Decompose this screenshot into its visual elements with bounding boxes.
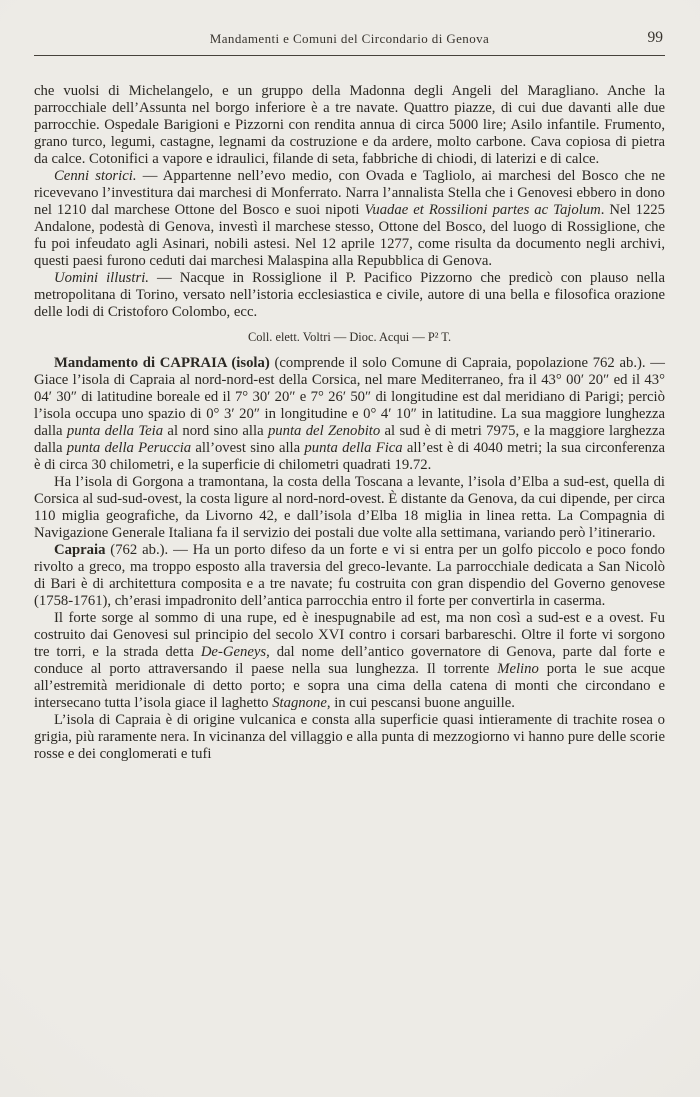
text-run: , dal nome dell’antico governatore di Genova, parte dal forte e conduce al porto attraversando il paese nella sua lunghezza. Il torrente	[34, 644, 665, 677]
text-run: Vuadae et Rossilioni partes ac Tajolum	[364, 202, 601, 218]
text-run: punta della Peruccia	[66, 440, 192, 456]
text-run: Il forte sorge al sommo di una rupe, ed è inespugnabile ad est, ma non così a sud-est e a ovest. Fu costruito dai Genovesi sul principio del secolo XVI contro i corsari barbareschi. Oltre il forte vi sorgono tre torri, e la strada detta	[34, 610, 665, 660]
text-run: — Appartenne nell’evo medio, con Ovada e Tagliolo, ai marchesi del Bosco che ne ricevevano l’investitura dai marchesi di Monferrato. Narra l’annalista Stella che i Genovesi ebbero in dono nel 1210 dal marchese Ottone del Bosco e suoi nipoti	[34, 168, 665, 218]
text-run: al nord sino alla	[163, 423, 268, 439]
text-run: all’ovest sino alla	[191, 440, 305, 456]
header-rule	[34, 55, 665, 56]
text-run: — Nacque in Rossiglione il P. Pacifico Pizzorno che predicò con plauso nella metropolitana di Torino, versato nell’istoria ecclesiastica e civile, autore di una bella e filosofica orazione delle lodi di Cristoforo Colombo, ecc.	[34, 270, 665, 320]
text-run: punta della Fica	[304, 440, 403, 456]
paragraph-geologia	[34, 712, 665, 763]
text-run: Uomini illustri.	[54, 270, 149, 286]
text-run: Mandamento di CAPRAIA (isola)	[54, 355, 270, 371]
text-run: Stagnone	[272, 695, 327, 711]
page-number: 99	[647, 29, 663, 46]
text-run: De-Geneys	[200, 644, 267, 660]
text-run: , in cui pescansi buone anguille.	[326, 695, 515, 711]
text-run: . Nel 1225 Andalone, podestà di Genova, investì il marchese stesso, Ottone del Bosco, del luogo di Rossiglione, che fu poi infeudato agli Asinari, nobili astesi. Nel 12 aprile 1277, come risulta da documento negli archivi, questi paesi furono ceduti dai marchesi Malaspina alla Repubblica di Genova.	[34, 202, 665, 269]
paragraph-capraia-comune	[34, 542, 665, 610]
text-run: Capraia	[54, 542, 106, 558]
page-header	[34, 31, 665, 50]
running-title: Mandamenti e Comuni del Circondario di Genova	[209, 31, 490, 46]
electoral-note	[34, 330, 665, 345]
text-run: Cenni storici.	[54, 168, 137, 184]
paragraph-posizione	[34, 474, 665, 542]
page-body	[34, 83, 665, 763]
text-run: Ha l’isola di Gorgona a tramontana, la costa della Toscana a levante, l’isola d’Elba a sud-est, quella di Corsica al sud-sud-ovest, la costa ligure al nord-nord-ovest. È distante da Genova, da cui dipende, per circa 110 miglia geografiche, da Livorno 42, e dall’isola d’Elba 18 miglia in linea retta. La Compagnia di Navigazione Generale Italiana fa il servizio dei postali due volte alla settimana, variando però l’itinerario.	[34, 474, 665, 541]
text-run: Melino	[497, 661, 539, 677]
text-run: al sud è di metri 7975, e la maggiore larghezza dalla	[34, 423, 666, 456]
text-run: (comprende il solo Comune di Capraia, popolazione 762 ab.). — Giace l’isola di Capraia al nord-nord-est della Corsica, nel mare Mediterraneo, fra il 43° 00′ 20″ ed il 43° 04′ 30″ di latitudine boreale ed il 7° 30′ 20″ e 7° 26′ 50″ di longitudine est dal meridiano di Parigi; perciò l’isola occupa uno spazio di 0° 3′ 20″ in longitudine e 0° 4′ 10″ in latitudine. La sua maggiore lunghezza dalla	[34, 355, 665, 439]
text-run: Coll. elett. Voltri — Dioc. Acqui — P² T.	[247, 330, 452, 344]
text-run: che vuolsi di Michelangelo, e un gruppo della Madonna degli Angeli del Maragliano. Anche la parrocchiale dell’Assunta nel borgo inferiore è a tre navate. Quattro piazze, di cui due davanti alle due parrocchie. Ospedale Barigioni e Pizzorni con rendita annua di circa 5000 lire; Asilo infantile. Frumento, grano turco, legumi, castagne, legnami da costruzione e da ardere, molto carbone. Cava copiosa di pietra da calce. Cotonifici a vapore e idraulici, filande di seta, fabbriche di chiodi, di laterizi e di calce.	[34, 83, 665, 167]
text-run: punta della Teia	[66, 423, 164, 439]
text-run: punta del Zenobito	[267, 423, 381, 439]
text-run: porta le sue acque all’estremità meridionale di detto porto; e sopra una cima della catena di monti che circondano e intersecano tutta l’isola giace il laghetto	[34, 661, 666, 711]
paragraph-rossiglione-continuation	[34, 83, 665, 168]
paragraph-uomini-illustri	[34, 270, 665, 321]
text-run: L’isola di Capraia è di origine vulcanica e consta alla superficie quasi intieramente di trachite rosea o grigia, più raramente nera. In vicinanza del villaggio e alla punta di mezzogiorno vi hanno pure delle scorie rosse e dei conglomerati e tufi	[34, 712, 665, 762]
text-run: all’est è di 4040 metri; la sua circonferenza è di circa 30 chilometri, e la superficie di chilometri quadrati 19.72.	[34, 440, 666, 473]
paragraph-mandamento-capraia	[34, 355, 665, 474]
paragraph-cenni-storici	[34, 168, 665, 270]
paragraph-forte	[34, 610, 665, 712]
text-run: (762 ab.). — Ha un porto difeso da un forte e vi si entra per un golfo piccolo e poco fondo rivolto a greco, ma troppo esposto alla traversia del greco-levante. La parrocchiale dedicata a San Nicolò di Bari è di architettura composita e a tre navate; fu costruita con gran dispendio del Governo genovese (1758-1761), ch’erasi impadronito dell’antica parrocchia entro il forte per convertirla in caserma.	[34, 542, 665, 609]
